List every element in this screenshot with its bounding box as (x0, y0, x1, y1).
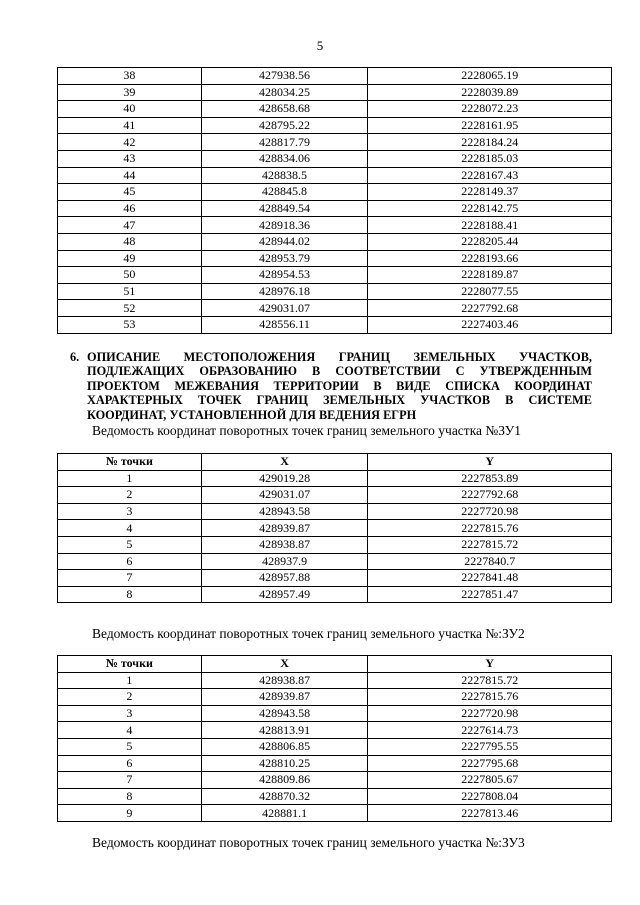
table-row (58, 520, 612, 537)
cell-y: 2227808.04 (368, 788, 612, 805)
cell-point-number: 51 (58, 283, 202, 300)
cell-y: 2227720.98 (368, 705, 612, 722)
table-row (58, 503, 612, 520)
cell-y: 2227841.48 (368, 570, 612, 587)
cell-x: 428918.36 (201, 217, 368, 234)
table-row (58, 586, 612, 603)
cell-x: 428034.25 (201, 84, 368, 101)
cell-point-number: 46 (58, 200, 202, 217)
zu3-caption: Ведомость координат поворотных точек границ земельного участка №:ЗУ3 (92, 835, 525, 850)
cell-y: 2228189.87 (368, 267, 612, 284)
table-row (58, 117, 612, 134)
cell-point-number: 5 (58, 738, 202, 755)
cell-x: 429031.07 (201, 487, 368, 504)
cell-x: 428944.02 (201, 233, 368, 250)
cell-point-number: 40 (58, 101, 202, 118)
cell-y: 2227840.7 (368, 553, 612, 570)
cell-point-number: 41 (58, 117, 202, 134)
table-row (58, 805, 612, 822)
cell-point-number: 8 (58, 788, 202, 805)
table-row (58, 267, 612, 284)
cell-x: 428870.32 (201, 788, 368, 805)
table-row (58, 134, 612, 151)
cell-point-number: 47 (58, 217, 202, 234)
table-row (58, 689, 612, 706)
cell-x: 428813.91 (201, 722, 368, 739)
cell-point-number: 2 (58, 689, 202, 706)
header-x: X (201, 656, 368, 673)
cell-x: 428953.79 (201, 250, 368, 267)
cell-x: 428834.06 (201, 150, 368, 167)
cell-y: 2228142.75 (368, 200, 612, 217)
cell-y: 2228161.95 (368, 117, 612, 134)
cell-x: 428795.22 (201, 117, 368, 134)
zu1-caption: Ведомость координат поворотных точек границ земельного участка №ЗУ1 (92, 423, 522, 438)
zu2-coordinates-table (57, 655, 612, 822)
continued-coordinates-table (57, 67, 612, 334)
cell-point-number: 45 (58, 184, 202, 201)
cell-y: 2228184.24 (368, 134, 612, 151)
cell-point-number: 44 (58, 167, 202, 184)
cell-point-number: 48 (58, 233, 202, 250)
cell-y: 2227853.89 (368, 470, 612, 487)
cell-x: 429031.07 (201, 300, 368, 317)
cell-x: 427938.56 (201, 68, 368, 85)
cell-x: 428938.87 (201, 672, 368, 689)
cell-point-number: 53 (58, 316, 202, 333)
cell-point-number: 7 (58, 772, 202, 789)
table-row (58, 487, 612, 504)
table-row (58, 722, 612, 739)
header-point-number: № точки (58, 656, 202, 673)
cell-point-number: 49 (58, 250, 202, 267)
cell-x: 428838.5 (201, 167, 368, 184)
table-row (58, 705, 612, 722)
cell-y: 2227851.47 (368, 586, 612, 603)
section-number: 6. (70, 350, 80, 364)
table-header-row (58, 656, 612, 673)
table-row (58, 316, 612, 333)
cell-y: 2227813.46 (368, 805, 612, 822)
cell-x: 428849.54 (201, 200, 368, 217)
table-row (58, 300, 612, 317)
cell-point-number: 52 (58, 300, 202, 317)
cell-point-number: 50 (58, 267, 202, 284)
table-row (58, 84, 612, 101)
cell-point-number: 5 (58, 536, 202, 553)
header-y: Y (368, 656, 612, 673)
cell-x: 428957.88 (201, 570, 368, 587)
cell-y: 2228167.43 (368, 167, 612, 184)
table-row (58, 233, 612, 250)
header-x: X (201, 454, 368, 471)
cell-y: 2227815.72 (368, 536, 612, 553)
page-number: 5 (316, 38, 324, 53)
zu1-table-body (58, 470, 612, 603)
header-point-number: № точки (58, 454, 202, 471)
cell-x: 428845.8 (201, 184, 368, 201)
cell-x: 428881.1 (201, 805, 368, 822)
header-y: Y (368, 454, 612, 471)
table-row (58, 536, 612, 553)
cell-y: 2227815.72 (368, 672, 612, 689)
cell-point-number: 6 (58, 755, 202, 772)
table-row (58, 788, 612, 805)
table-row (58, 570, 612, 587)
cell-point-number: 4 (58, 722, 202, 739)
cell-y: 2227795.68 (368, 755, 612, 772)
cell-y: 2227720.98 (368, 503, 612, 520)
zu2-caption: Ведомость координат поворотных точек границ земельного участка №:ЗУ2 (92, 626, 525, 641)
cell-y: 2228188.41 (368, 217, 612, 234)
cell-y: 2228039.89 (368, 84, 612, 101)
cell-y: 2227792.68 (368, 300, 612, 317)
table-row (58, 167, 612, 184)
zu2-table-body (58, 672, 612, 821)
cell-point-number: 2 (58, 487, 202, 504)
cell-y: 2228193.66 (368, 250, 612, 267)
table-row (58, 68, 612, 85)
table-row (58, 283, 612, 300)
cell-y: 2227614.73 (368, 722, 612, 739)
cell-y: 2227795.55 (368, 738, 612, 755)
cell-x: 428556.11 (201, 316, 368, 333)
cell-point-number: 38 (58, 68, 202, 85)
cell-point-number: 4 (58, 520, 202, 537)
cell-y: 2228065.19 (368, 68, 612, 85)
cell-x: 428976.18 (201, 283, 368, 300)
cell-x: 428939.87 (201, 520, 368, 537)
cell-x: 428943.58 (201, 503, 368, 520)
cell-point-number: 1 (58, 470, 202, 487)
table-row (58, 553, 612, 570)
cell-point-number: 3 (58, 503, 202, 520)
table-header-row (58, 454, 612, 471)
cell-x: 428954.53 (201, 267, 368, 284)
cell-point-number: 3 (58, 705, 202, 722)
cell-y: 2228072.23 (368, 101, 612, 118)
cell-x: 428817.79 (201, 134, 368, 151)
cell-x: 428809.86 (201, 772, 368, 789)
cell-y: 2228077.55 (368, 283, 612, 300)
cell-point-number: 1 (58, 672, 202, 689)
section-title: ОПИСАНИЕ МЕСТОПОЛОЖЕНИЯ ГРАНИЦ ЗЕМЕЛЬНЫХ УЧАСТКОВ, ПОДЛЕЖАЩИХ ОБРАЗОВАНИЮ В СООТВЕТСТВИИ С УТВЕРЖДЕННЫМ ПРОЕКТОМ МЕЖЕВАНИЯ ТЕРРИТОРИИ В ВИДЕ СПИСКА КООРДИНАТ ХАРАКТЕРНЫХ ТОЧЕК ГРАНИЦ ЗЕМЕЛЬНЫХ УЧАСТКОВ В СИСТЕМЕ КООРДИНАТ, УСТАНОВЛЕННОЙ ДЛЯ ВЕДЕНИЯ ЕГРН (87, 350, 592, 422)
cell-point-number: 8 (58, 586, 202, 603)
cell-x: 428938.87 (201, 536, 368, 553)
section-heading (70, 350, 592, 422)
cell-point-number: 39 (58, 84, 202, 101)
cell-x: 428939.87 (201, 689, 368, 706)
table-row (58, 184, 612, 201)
cell-y: 2227815.76 (368, 520, 612, 537)
cell-point-number: 7 (58, 570, 202, 587)
table-row (58, 217, 612, 234)
table-row (58, 772, 612, 789)
cell-x: 428957.49 (201, 586, 368, 603)
cell-y: 2228149.37 (368, 184, 612, 201)
cell-x: 428937.9 (201, 553, 368, 570)
cell-x: 428658.68 (201, 101, 368, 118)
cell-y: 2227815.76 (368, 689, 612, 706)
cell-point-number: 9 (58, 805, 202, 822)
table-row (58, 250, 612, 267)
cell-y: 2228185.03 (368, 150, 612, 167)
table-row (58, 150, 612, 167)
cell-point-number: 6 (58, 553, 202, 570)
cell-y: 2227805.67 (368, 772, 612, 789)
cell-x: 429019.28 (201, 470, 368, 487)
cell-x: 428810.25 (201, 755, 368, 772)
table-row (58, 672, 612, 689)
cell-point-number: 42 (58, 134, 202, 151)
table-row (58, 738, 612, 755)
table-row (58, 101, 612, 118)
continued-table-body (58, 68, 612, 334)
zu1-coordinates-table (57, 453, 612, 603)
cell-x: 428806.85 (201, 738, 368, 755)
cell-x: 428943.58 (201, 705, 368, 722)
cell-y: 2227792.68 (368, 487, 612, 504)
table-row (58, 470, 612, 487)
cell-y: 2227403.46 (368, 316, 612, 333)
table-row (58, 755, 612, 772)
table-row (58, 200, 612, 217)
cell-y: 2228205.44 (368, 233, 612, 250)
cell-point-number: 43 (58, 150, 202, 167)
